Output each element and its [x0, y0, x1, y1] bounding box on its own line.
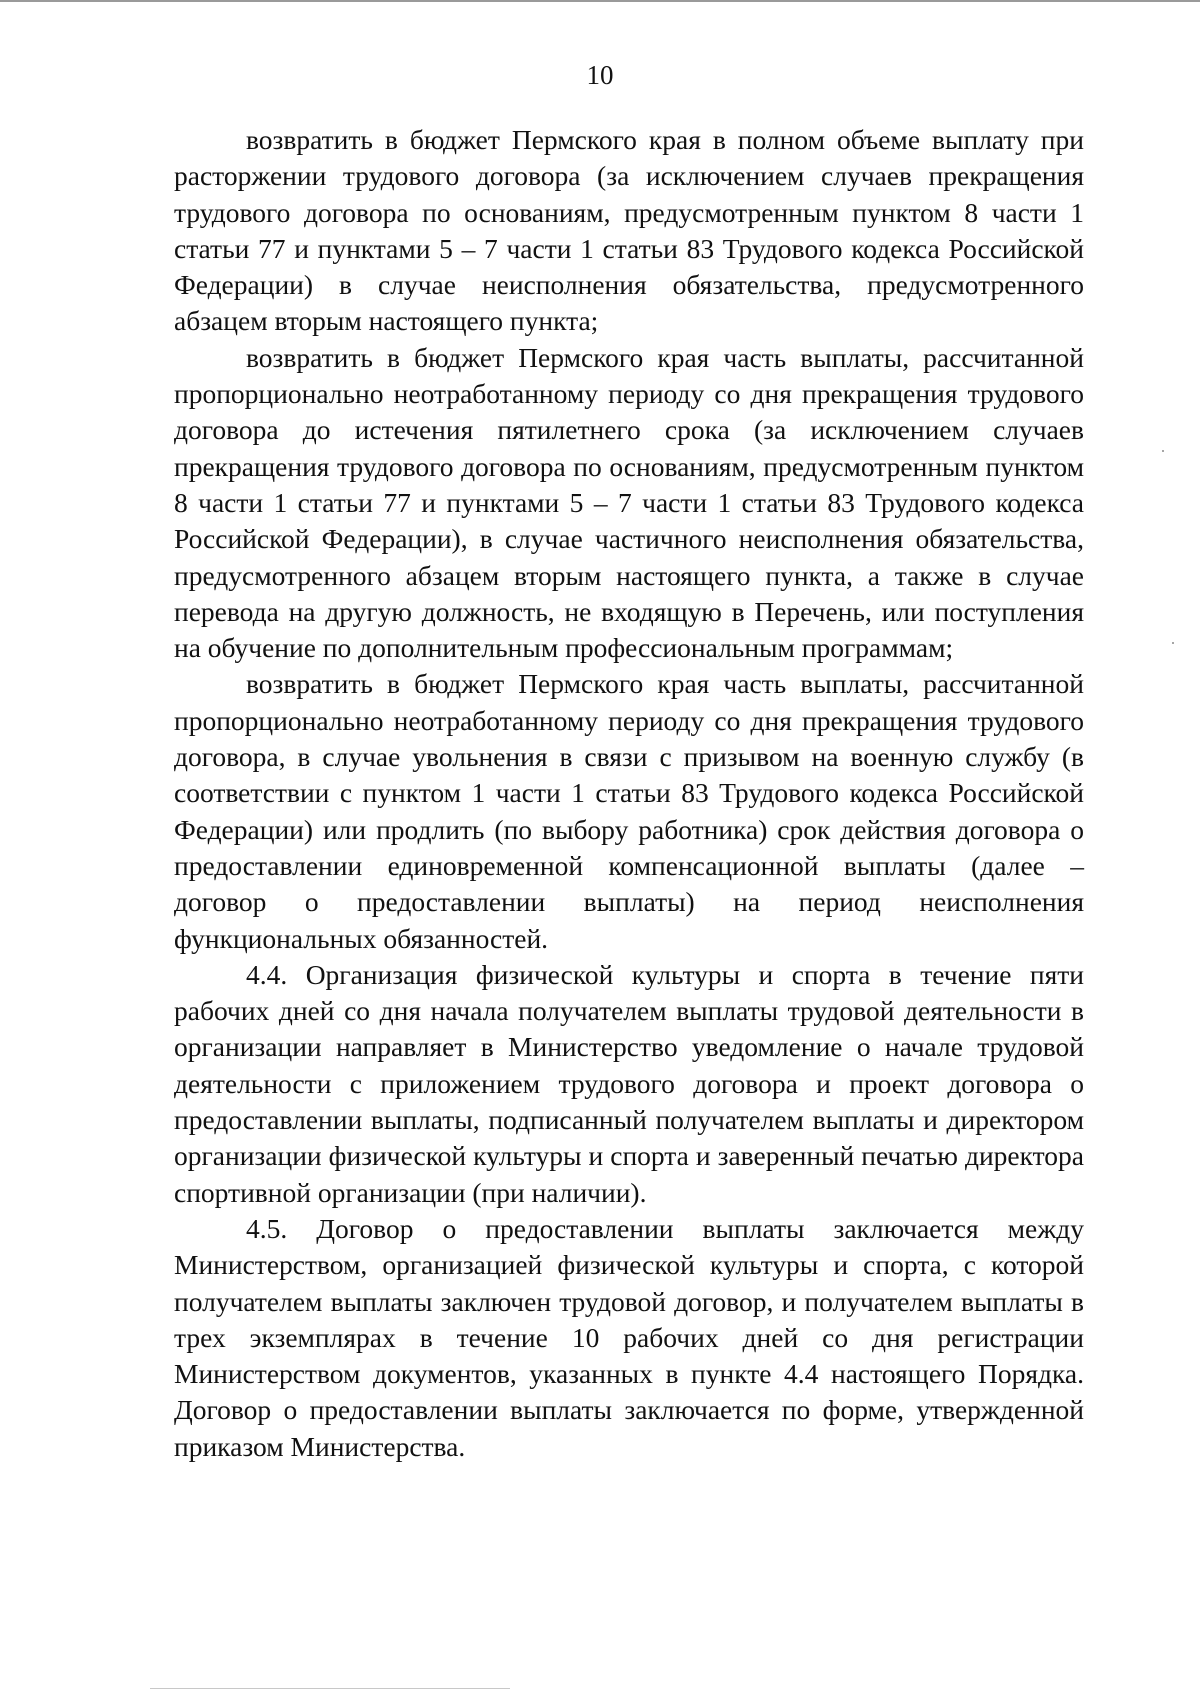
- document-body: [174, 122, 1084, 1465]
- paragraph-clause-4-5: 4.5. Договор о предоставлении выплаты заключается между Министерством, организацией физической культуры и спорта, с которой получателем выплаты заключен трудовой договор, и получателем выплаты в трех экземплярах в течение 10 рабочих дней со дня регистрации Министерством документов, указанных в пункте 4.4 настоящего Порядка. Договор о предоставлении выплаты заключается по форме, утвержденной приказом Министерства.: [174, 1212, 1084, 1462]
- scan-bottom-line: [150, 1688, 510, 1689]
- scan-speck: [1162, 450, 1164, 452]
- paragraph-return-full-payment: возвратить в бюджет Пермского края в полном объеме выплату при расторжении трудового договора (за исключением случаев прекращения трудового договора по основаниям, предусмотренным пунктом 8 части 1 статьи 77 и пунктами 5 – 7 части 1 статьи 83 Трудового кодекса Российской Федерации) в случае неисполнения обязательства, предусмотренного абзацем вторым настоящего пункта;: [174, 124, 1084, 337]
- scan-speck: [1172, 642, 1174, 644]
- paragraph-return-partial-payment: возвратить в бюджет Пермского края часть выплаты, рассчитанной пропорционально неотработанному периоду со дня прекращения трудового договора до истечения пятилетнего срока (за исключением случаев прекращения трудового договора по основаниям, предусмотренным пунктом 8 части 1 статьи 77 и пунктами 5 – 7 части 1 статьи 83 Трудового кодекса Российской Федерации), в случае частичного неисполнения обязательства, предусмотренного абзацем вторым настоящего пункта, а также в случае перевода на другую должность, не входящую в Перечень, или поступления на обучение по дополнительным профессиональным программам;: [174, 341, 1084, 664]
- paragraph-military-service: возвратить в бюджет Пермского края часть выплаты, рассчитанной пропорционально неотработанному периоду со дня прекращения трудового договора, в случае увольнения в связи с призывом на военную службу (в соответствии с пунктом 1 части 1 статьи 83 Трудового кодекса Российской Федерации) или продлить (по выбору работника) срок действия договора о предоставлении единовременной компенсационной выплаты (далее – договор о предоставлении выплаты) на период неисполнения функциональных обязанностей.: [174, 668, 1084, 954]
- page-number: 10: [586, 60, 614, 90]
- paragraph-clause-4-4: 4.4. Организация физической культуры и спорта в течение пяти рабочих дней со дня начала получателем выплаты трудовой деятельности в организации направляет в Министерство уведомление о начале трудовой деятельности с приложением трудового договора и проект договора о предоставлении выплаты, подписанный получателем выплаты и директором организации физической культуры и спорта и заверенный печатью директора спортивной организации (при наличии).: [174, 958, 1084, 1208]
